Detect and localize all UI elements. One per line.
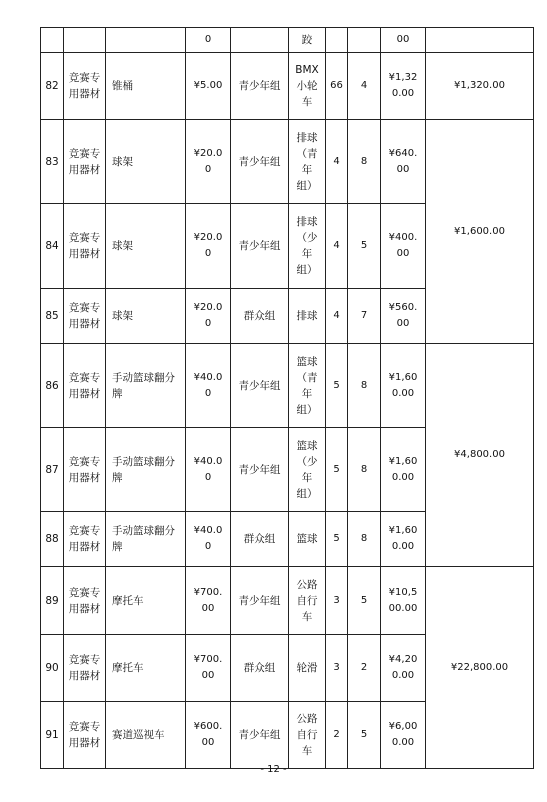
group-cell: 群众组: [231, 635, 289, 702]
row-number-cell: 90: [41, 635, 64, 702]
row-number-cell: 91: [41, 702, 64, 769]
category-cell: [64, 28, 106, 53]
group-cell: 群众组: [231, 512, 289, 567]
table-row: [41, 344, 534, 428]
row-number-cell: 84: [41, 204, 64, 289]
item-name-cell: 球架: [106, 289, 186, 344]
item-name-cell: 球架: [106, 120, 186, 204]
subtotal-cell: ¥1,600.00: [426, 120, 534, 344]
item-name-cell: 摩托车: [106, 567, 186, 635]
row-number-cell: 85: [41, 289, 64, 344]
sets-cell: 8: [348, 120, 381, 204]
sets-cell: 5: [348, 204, 381, 289]
sport-cell: BMX 小轮 车: [289, 53, 326, 120]
sport-cell: 排球 （青 年 组）: [289, 120, 326, 204]
unit-price-cell: ¥20.0 0: [186, 289, 231, 344]
unit-price-cell: ¥700. 00: [186, 635, 231, 702]
unit-price-cell: ¥600. 00: [186, 702, 231, 769]
category-cell: 竞赛专 用器材: [64, 702, 106, 769]
group-cell: 青少年组: [231, 53, 289, 120]
quantity-cell: 3: [326, 635, 348, 702]
group-cell: 青少年组: [231, 344, 289, 428]
sport-cell: 篮球 （青 年 组）: [289, 344, 326, 428]
sets-cell: 7: [348, 289, 381, 344]
page-number: - 12 -: [260, 764, 287, 775]
quantity-cell: 3: [326, 567, 348, 635]
category-cell: 竞赛专 用器材: [64, 512, 106, 567]
quantity-cell: 66: [326, 53, 348, 120]
subtotal-cell: ¥22,800.00: [426, 567, 534, 769]
amount-cell: ¥4,20 0.00: [381, 635, 426, 702]
unit-price-cell: ¥700. 00: [186, 567, 231, 635]
amount-cell: ¥6,00 0.00: [381, 702, 426, 769]
unit-price-cell: ¥20.0 0: [186, 204, 231, 289]
subtotal-cell: ¥4,800.00: [426, 344, 534, 567]
table-row: [41, 28, 534, 53]
row-number-cell: 83: [41, 120, 64, 204]
row-number-cell: 86: [41, 344, 64, 428]
group-cell: 青少年组: [231, 120, 289, 204]
category-cell: 竞赛专 用器材: [64, 567, 106, 635]
group-cell: 青少年组: [231, 702, 289, 769]
sport-cell: 篮球: [289, 512, 326, 567]
amount-cell: ¥640. 00: [381, 120, 426, 204]
sets-cell: 2: [348, 635, 381, 702]
equipment-table: [40, 27, 534, 769]
sets-cell: 8: [348, 344, 381, 428]
quantity-cell: 5: [326, 428, 348, 512]
row-number-cell: 82: [41, 53, 64, 120]
sets-cell: 8: [348, 428, 381, 512]
row-number-cell: 89: [41, 567, 64, 635]
table-row: [41, 567, 534, 635]
item-name-cell: 摩托车: [106, 635, 186, 702]
quantity-cell: 5: [326, 344, 348, 428]
group-cell: 青少年组: [231, 567, 289, 635]
unit-price-cell: ¥5.00: [186, 53, 231, 120]
sets-cell: [348, 28, 381, 53]
sets-cell: 8: [348, 512, 381, 567]
sets-cell: 5: [348, 702, 381, 769]
sport-cell: 篮球 （少 年 组）: [289, 428, 326, 512]
category-cell: 竞赛专 用器材: [64, 53, 106, 120]
quantity-cell: 4: [326, 204, 348, 289]
category-cell: 竞赛专 用器材: [64, 289, 106, 344]
item-name-cell: 手动篮球翻分 牌: [106, 428, 186, 512]
sport-cell: 轮滑: [289, 635, 326, 702]
amount-cell: ¥1,60 0.00: [381, 428, 426, 512]
table-row: [41, 120, 534, 204]
table-row: [41, 53, 534, 120]
unit-price-cell: ¥40.0 0: [186, 428, 231, 512]
sets-cell: 5: [348, 567, 381, 635]
unit-price-cell: 0: [186, 28, 231, 53]
quantity-cell: 2: [326, 702, 348, 769]
sport-cell: 跤: [289, 28, 326, 53]
category-cell: 竞赛专 用器材: [64, 428, 106, 512]
amount-cell: ¥1,60 0.00: [381, 344, 426, 428]
item-name-cell: 手动篮球翻分 牌: [106, 512, 186, 567]
amount-cell: 00: [381, 28, 426, 53]
item-name-cell: 赛道巡视车: [106, 702, 186, 769]
category-cell: 竞赛专 用器材: [64, 635, 106, 702]
amount-cell: ¥1,32 0.00: [381, 53, 426, 120]
group-cell: 青少年组: [231, 204, 289, 289]
amount-cell: ¥10,5 00.00: [381, 567, 426, 635]
category-cell: 竞赛专 用器材: [64, 120, 106, 204]
sport-cell: 公路 自行 车: [289, 567, 326, 635]
quantity-cell: 4: [326, 120, 348, 204]
sport-cell: 排球 （少 年 组）: [289, 204, 326, 289]
item-name-cell: [106, 28, 186, 53]
row-number-cell: 87: [41, 428, 64, 512]
group-cell: [231, 28, 289, 53]
quantity-cell: [326, 28, 348, 53]
category-cell: 竞赛专 用器材: [64, 204, 106, 289]
amount-cell: ¥560. 00: [381, 289, 426, 344]
row-number-cell: [41, 28, 64, 53]
sport-cell: 排球: [289, 289, 326, 344]
subtotal-cell: [426, 28, 534, 53]
unit-price-cell: ¥40.0 0: [186, 512, 231, 567]
quantity-cell: 4: [326, 289, 348, 344]
amount-cell: ¥1,60 0.00: [381, 512, 426, 567]
subtotal-cell: ¥1,320.00: [426, 53, 534, 120]
item-name-cell: 手动篮球翻分 牌: [106, 344, 186, 428]
unit-price-cell: ¥40.0 0: [186, 344, 231, 428]
item-name-cell: 锥桶: [106, 53, 186, 120]
category-cell: 竞赛专 用器材: [64, 344, 106, 428]
group-cell: 群众组: [231, 289, 289, 344]
sets-cell: 4: [348, 53, 381, 120]
group-cell: 青少年组: [231, 428, 289, 512]
amount-cell: ¥400. 00: [381, 204, 426, 289]
unit-price-cell: ¥20.0 0: [186, 120, 231, 204]
item-name-cell: 球架: [106, 204, 186, 289]
sport-cell: 公路 自行 车: [289, 702, 326, 769]
row-number-cell: 88: [41, 512, 64, 567]
quantity-cell: 5: [326, 512, 348, 567]
